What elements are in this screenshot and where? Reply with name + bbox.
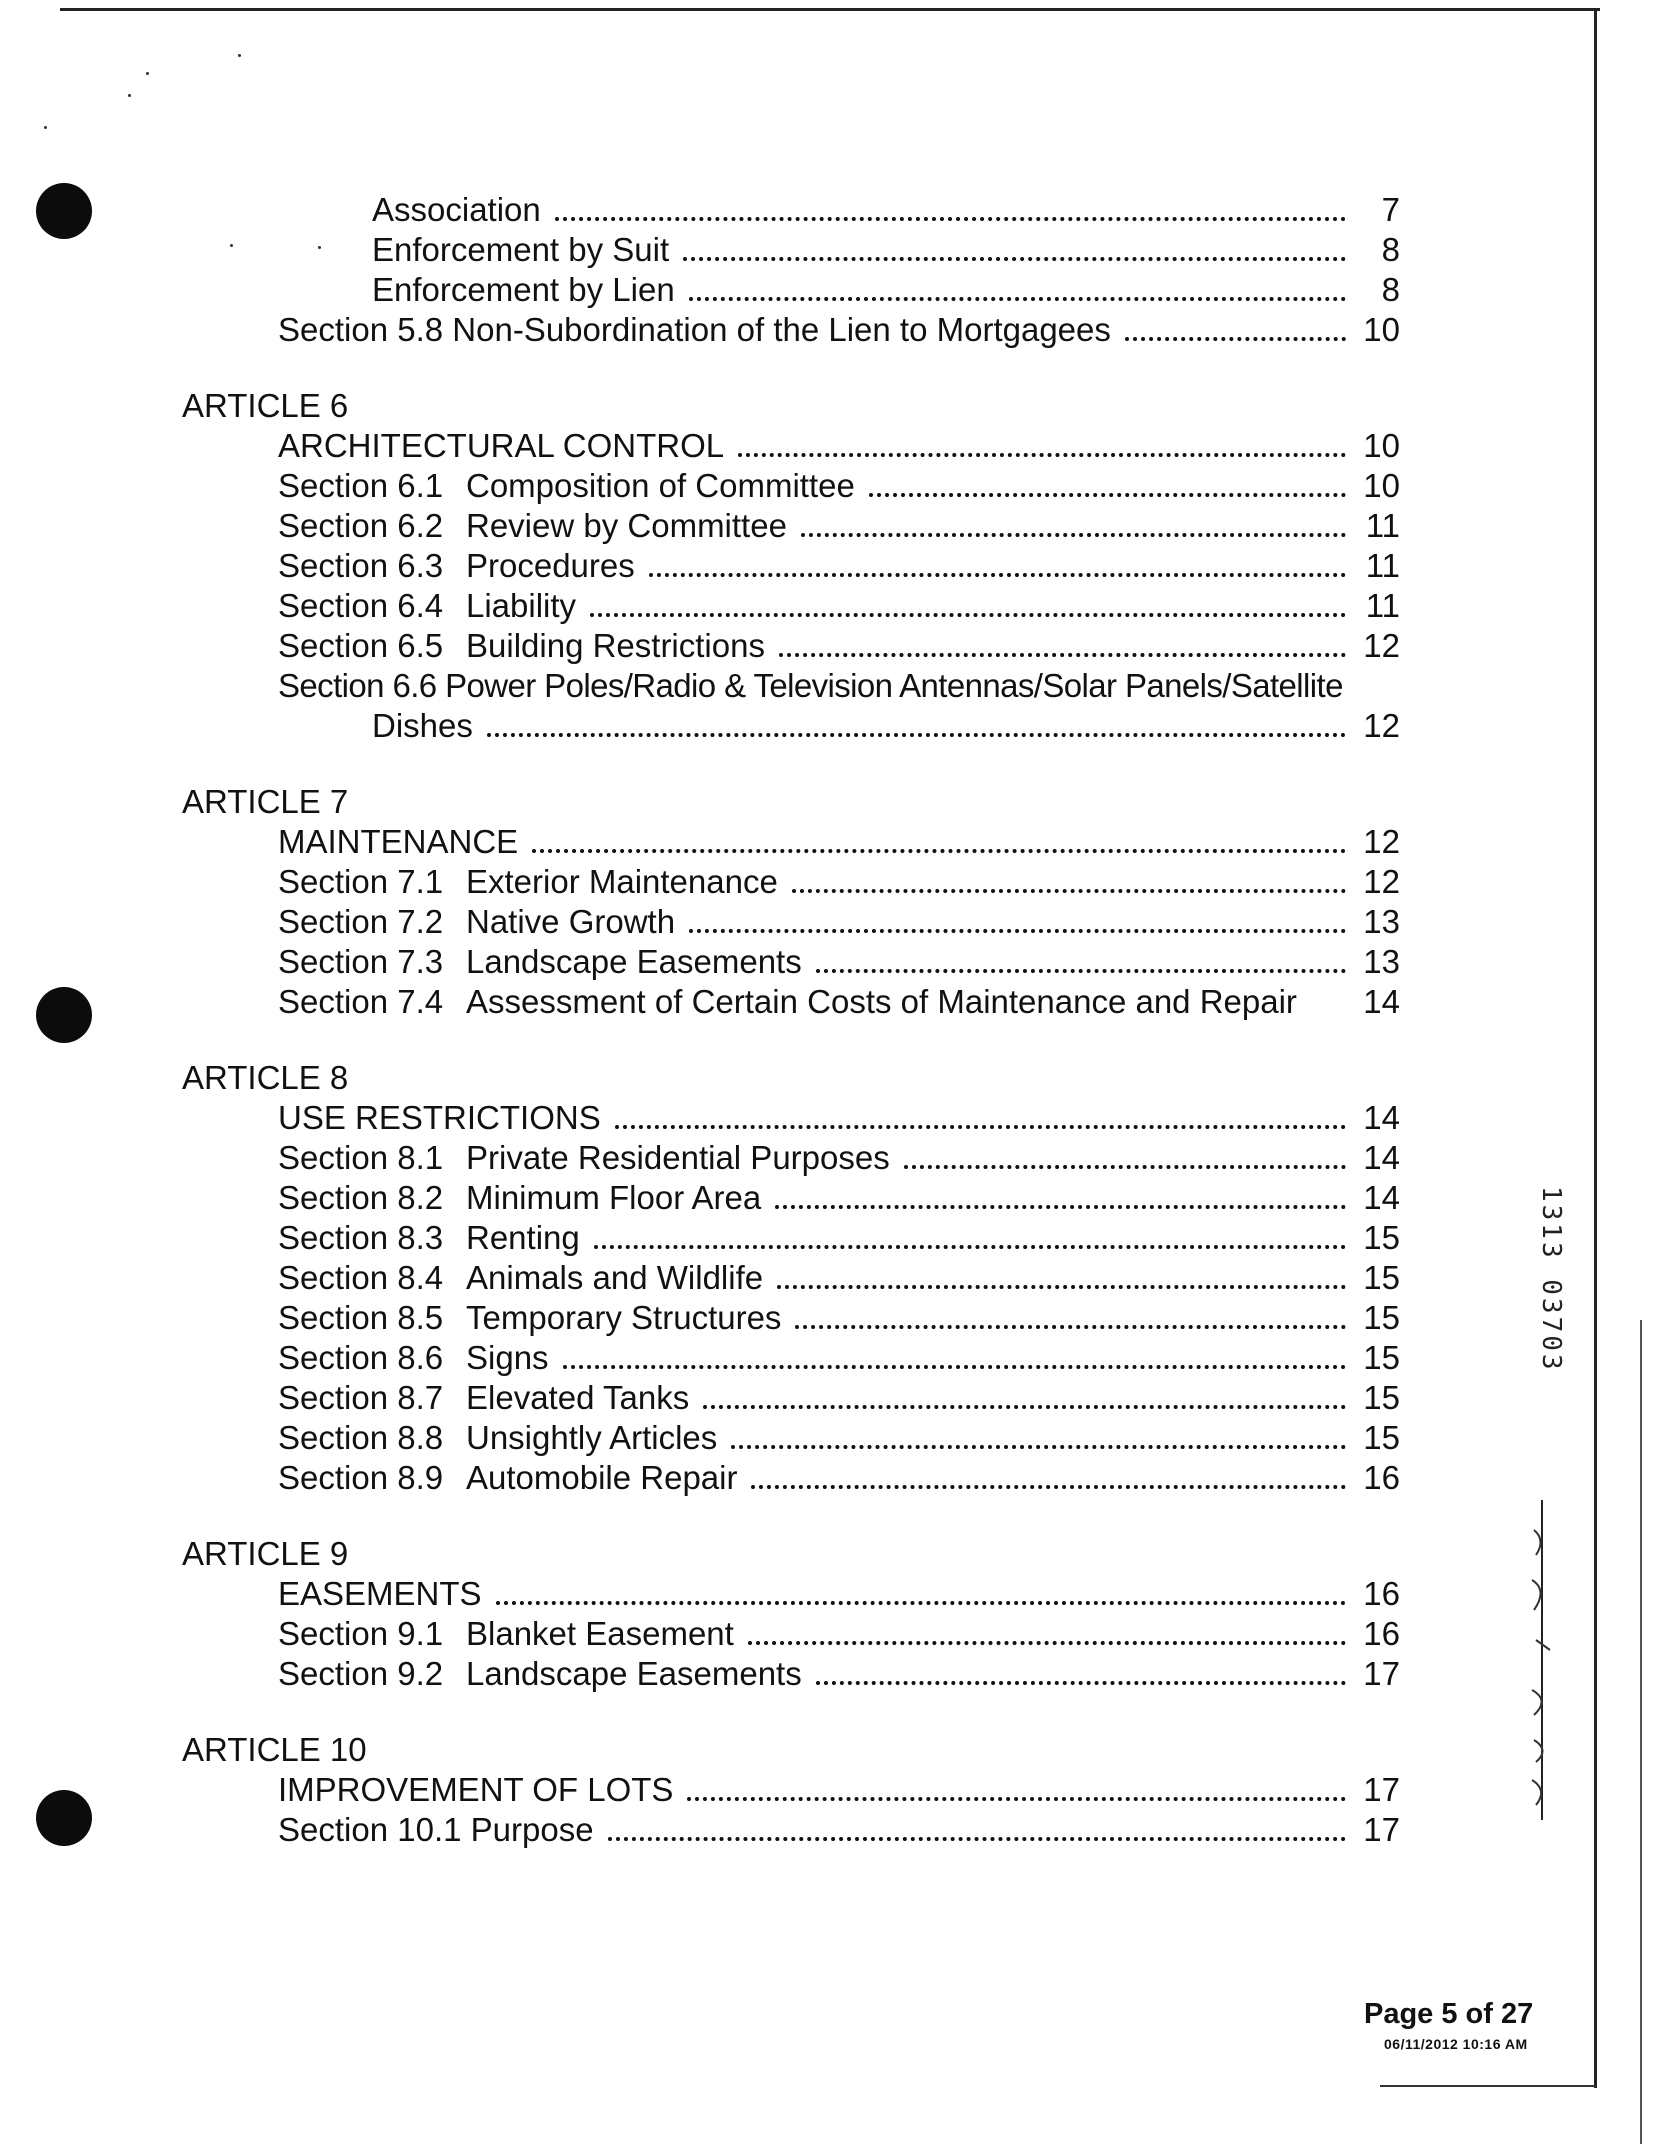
- scan-speck: [146, 72, 149, 75]
- toc-entry: Section 9.1 Blanket Easement 16: [278, 1615, 1400, 1652]
- dot-leader: [816, 1681, 1346, 1685]
- dot-leader: [1125, 337, 1346, 341]
- punch-hole-bottom: [36, 1790, 92, 1846]
- toc-entry: Section 8.3 Renting 15: [278, 1219, 1400, 1256]
- scan-speck: [44, 126, 47, 129]
- toc-entry: Section 8.7 Elevated Tanks 15: [278, 1379, 1400, 1416]
- scan-speck: [128, 94, 131, 97]
- dot-leader: [751, 1485, 1346, 1489]
- scan-speck: [238, 54, 241, 57]
- toc-entry: Section 7.1 Exterior Maintenance 12: [278, 863, 1400, 900]
- page-border-top: [60, 8, 1600, 11]
- dot-leader: [563, 1365, 1346, 1369]
- article-heading: ARTICLE 10: [182, 1731, 367, 1768]
- dot-leader: [683, 257, 1346, 261]
- toc-entry: EASEMENTS 16: [278, 1575, 1400, 1612]
- dot-leader: [703, 1405, 1346, 1409]
- scan-edge-line: [1640, 1320, 1642, 2144]
- toc-entry: Section 6.1 Composition of Committee 10: [278, 467, 1400, 504]
- toc-entry: Section 10.1 Purpose 17: [278, 1811, 1400, 1848]
- dot-leader: [904, 1165, 1346, 1169]
- dot-leader: [689, 929, 1346, 933]
- toc-entry: Section 6.2 Review by Committee 11: [278, 507, 1400, 544]
- dot-leader: [731, 1445, 1346, 1449]
- dot-leader: [775, 1205, 1346, 1209]
- toc-entry: Section 6.4 Liability 11: [278, 587, 1400, 624]
- article-heading: ARTICLE 7: [182, 783, 349, 820]
- toc-entry: Section 6.5 Building Restrictions 12: [278, 627, 1400, 664]
- toc-entry: Section 9.2 Landscape Easements 17: [278, 1655, 1400, 1692]
- punch-hole-top: [36, 183, 92, 239]
- dot-leader: [795, 1325, 1346, 1329]
- toc-entry: Section 8.8 Unsightly Articles 15: [278, 1419, 1400, 1456]
- toc-entry: Section 8.9 Automobile Repair 16: [278, 1459, 1400, 1496]
- toc-entry: Section 8.5 Temporary Structures 15: [278, 1299, 1400, 1336]
- dot-leader: [792, 889, 1346, 893]
- page-border-bottom: [1380, 2085, 1596, 2087]
- toc-entry: Section 5.8 Non-Subordination of the Lien to Mortgagees 10: [278, 311, 1400, 348]
- article-heading: ARTICLE 9: [182, 1535, 349, 1572]
- scan-speck: [318, 246, 321, 249]
- dot-leader: [748, 1641, 1346, 1645]
- dot-leader: [615, 1125, 1346, 1129]
- page-border-right: [1594, 8, 1597, 2088]
- toc-entry: Enforcement by Lien 8: [372, 271, 1400, 308]
- toc-entry: Section 7.3 Landscape Easements 13: [278, 943, 1400, 980]
- dot-leader: [555, 217, 1346, 221]
- toc-entry: IMPROVEMENT OF LOTS 17: [278, 1771, 1400, 1808]
- toc-entry: USE RESTRICTIONS 14: [278, 1099, 1400, 1136]
- dot-leader: [869, 493, 1346, 497]
- dot-leader: [687, 1797, 1346, 1801]
- toc-entry: Section 7.2 Native Growth 13: [278, 903, 1400, 940]
- dot-leader: [608, 1837, 1346, 1841]
- dot-leader: [532, 849, 1346, 853]
- scan-speck: [230, 244, 233, 247]
- dot-leader: [779, 653, 1346, 657]
- toc-entry-wrapped-line: Section 6.6 Power Poles/Radio & Television Antennas/Solar Panels/Satellite: [278, 667, 1343, 704]
- margin-handwriting-mark: [1524, 1500, 1564, 1820]
- toc-entry: Section 7.4 Assessment of Certain Costs of Maintenance and Repair 14: [278, 983, 1400, 1020]
- dot-leader: [689, 297, 1346, 301]
- toc-entry: Section 6.3 Procedures 11: [278, 547, 1400, 584]
- punch-hole-middle: [36, 987, 92, 1043]
- toc-entry: Enforcement by Suit 8: [372, 231, 1400, 268]
- dot-leader: [594, 1245, 1346, 1249]
- recording-number: 1313 03703: [1536, 1186, 1566, 1373]
- dot-leader: [590, 613, 1346, 617]
- page-number: Page 5 of 27: [1364, 1998, 1534, 2030]
- dot-leader: [738, 453, 1346, 457]
- dot-leader: [487, 733, 1346, 737]
- toc-entry: Section 8.2 Minimum Floor Area 14: [278, 1179, 1400, 1216]
- toc-entry: Section 8.6 Signs 15: [278, 1339, 1400, 1376]
- dot-leader: [649, 573, 1346, 577]
- toc-entry: Section 8.1 Private Residential Purposes 14: [278, 1139, 1400, 1176]
- toc-entry: Dishes 12: [372, 707, 1400, 744]
- toc-entry: Association 7: [372, 191, 1400, 228]
- toc-entry: Section 8.4 Animals and Wildlife 15: [278, 1259, 1400, 1296]
- dot-leader: [816, 969, 1346, 973]
- toc-entry: MAINTENANCE 12: [278, 823, 1400, 860]
- dot-leader: [801, 533, 1346, 537]
- toc-entry: ARCHITECTURAL CONTROL 10: [278, 427, 1400, 464]
- dot-leader: [777, 1285, 1346, 1289]
- dot-leader: [496, 1601, 1346, 1605]
- article-heading: ARTICLE 6: [182, 387, 349, 424]
- timestamp: 06/11/2012 10:16 AM: [1384, 2036, 1528, 2052]
- article-heading: ARTICLE 8: [182, 1059, 349, 1096]
